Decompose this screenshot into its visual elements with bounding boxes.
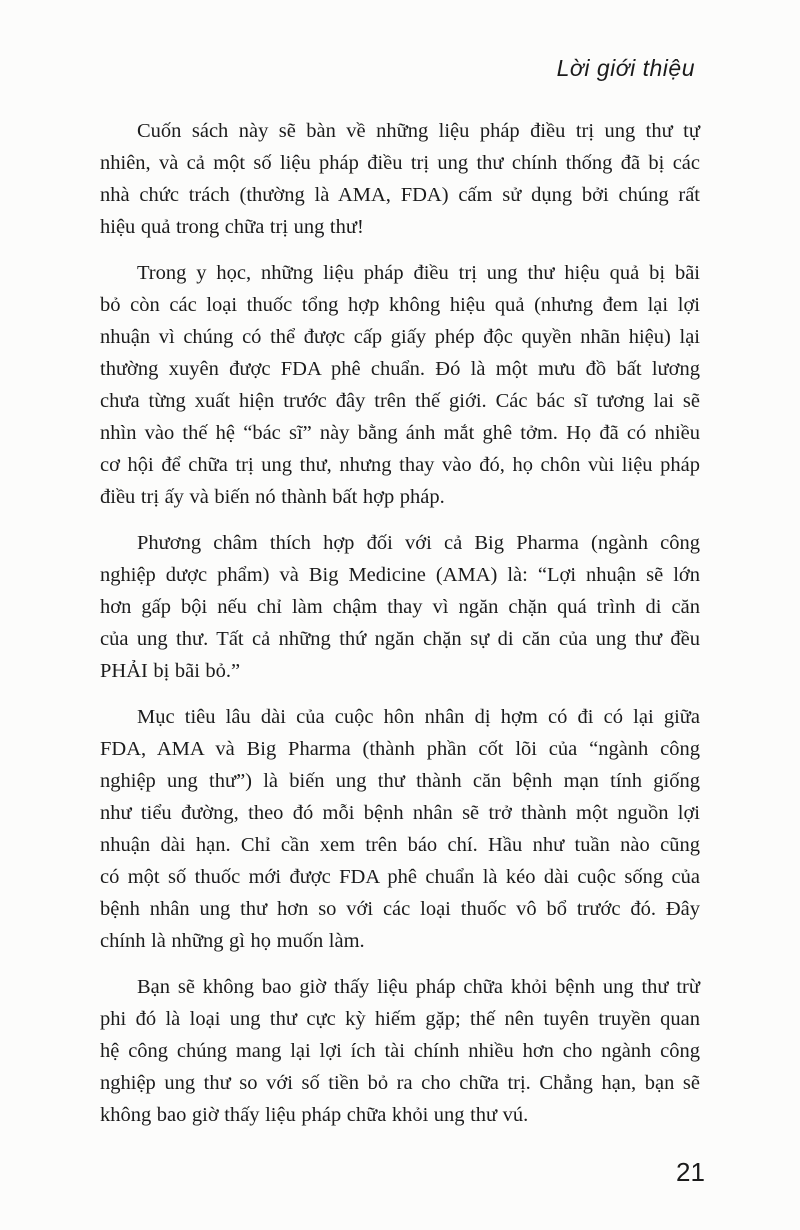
text-line: chính là những gì họ muốn làm. <box>100 930 365 952</box>
text-line: không bao giờ thấy liệu pháp chữa khỏi ung thư vú. <box>100 1104 529 1126</box>
text-line: có một số thuốc mới được FDA phê chuẩn là kéo dài cuộc sống của <box>100 866 700 888</box>
paragraph <box>100 701 700 957</box>
text-line: Bạn sẽ không bao giờ thấy liệu pháp chữa khỏi bệnh ung thư trừ <box>137 976 700 998</box>
text-line: hệ công chúng mang lại lợi ích tài chính nhiều hơn cho ngành công <box>100 1040 700 1062</box>
text-line: Phương châm thích hợp đối với cả Big Pharma (ngành công <box>137 532 700 554</box>
text-line: Mục tiêu lâu dài của cuộc hôn nhân dị hợm có đi có lại giữa <box>137 706 700 728</box>
text-line: chưa từng xuất hiện trước đây trên thế giới. Các bác sĩ tương lai sẽ <box>100 390 700 412</box>
text-line: phi đó là loại ung thư cực kỳ hiếm gặp; thế nên tuyên truyền quan <box>100 1008 700 1030</box>
text-line: bệnh nhân ung thư hơn so với các loại thuốc vô bổ trước đó. Đây <box>100 898 700 920</box>
text-line: Trong y học, những liệu pháp điều trị ung thư hiệu quả bị bãi <box>137 262 700 284</box>
text-line: nhuận vì chúng có thể được cấp giấy phép độc quyền nhãn hiệu) lại <box>100 326 700 348</box>
paragraph <box>100 971 700 1131</box>
running-header: Lời giới thiệu <box>556 55 695 81</box>
text-line: thường xuyên được FDA phê chuẩn. Đó là một mưu đồ bất lương <box>100 358 700 380</box>
paragraph <box>100 257 700 513</box>
text-line: nghiệp dược phẩm) và Big Medicine (AMA) là: “Lợi nhuận sẽ lớn <box>100 564 700 586</box>
paragraph <box>100 527 700 687</box>
text-line: nhìn vào thế hệ “bác sĩ” này bằng ánh mắt ghê tởm. Họ đã có nhiều <box>100 422 700 444</box>
text-line: nghiệp ung thư so với số tiền bỏ ra cho chữa trị. Chẳng hạn, bạn sẽ <box>100 1072 700 1094</box>
page-number: 21 <box>676 1157 705 1187</box>
text-line: FDA, AMA và Big Pharma (thành phần cốt lõi của “ngành công <box>100 738 700 760</box>
text-line: PHẢI bị bãi bỏ.” <box>100 660 241 682</box>
text-line: bỏ còn các loại thuốc tổng hợp không hiệu quả (nhưng đem lại lợi <box>100 294 700 316</box>
text-line: như tiểu đường, theo đó mỗi bệnh nhân sẽ trở thành một nguồn lợi <box>100 802 700 824</box>
text-line: nhà chức trách (thường là AMA, FDA) cấm sử dụng bởi chúng rất <box>100 184 700 206</box>
text-block <box>100 115 700 1145</box>
text-line: hiệu quả trong chữa trị ung thư! <box>100 216 364 238</box>
text-line: cơ hội để chữa trị ung thư, nhưng thay vào đó, họ chôn vùi liệu pháp <box>100 454 700 476</box>
text-line: của ung thư. Tất cả những thứ ngăn chặn sự di căn của ung thư đều <box>100 628 700 650</box>
text-line: Cuốn sách này sẽ bàn về những liệu pháp điều trị ung thư tự <box>137 120 700 142</box>
text-line: nghiệp ung thư”) là biến ung thư thành căn bệnh mạn tính giống <box>100 770 700 792</box>
paragraph <box>100 115 700 243</box>
text-line: điều trị ấy và biến nó thành bất hợp pháp. <box>100 486 445 508</box>
text-line: nhuận dài hạn. Chỉ cần xem trên báo chí. Hầu như tuần nào cũng <box>100 834 700 856</box>
text-line: nhiên, và cả một số liệu pháp điều trị ung thư chính thống đã bị các <box>100 152 700 174</box>
text-line: hơn gấp bội nếu chỉ làm chậm thay vì ngăn chặn quá trình di căn <box>100 596 700 618</box>
